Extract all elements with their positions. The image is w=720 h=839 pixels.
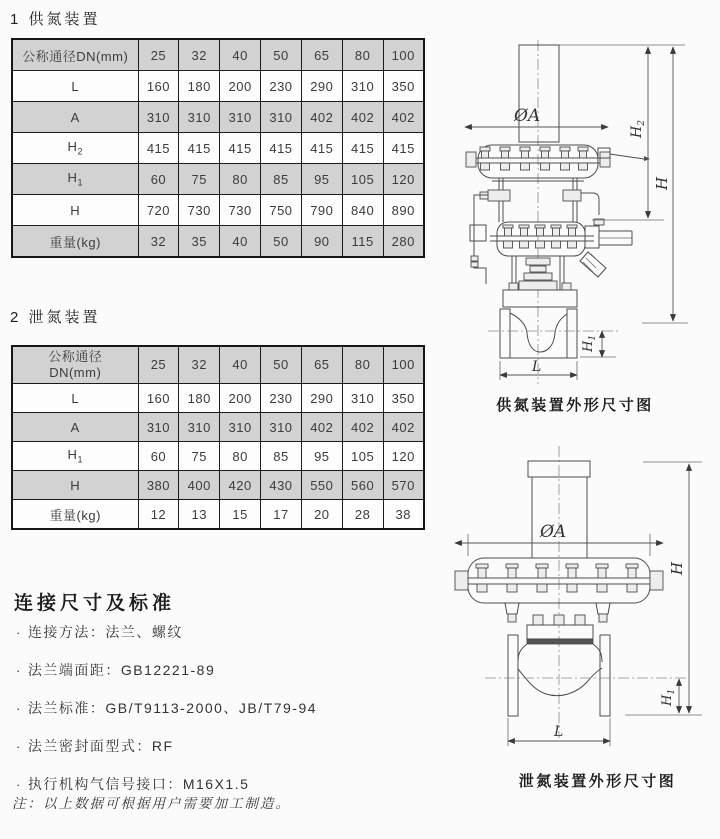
dim-value-cell: 415 (138, 133, 179, 164)
spec-item-text: 法兰标准：GB/T9113-2000、JB/T79-94 (27, 700, 318, 716)
bullet-dot: · (16, 777, 22, 792)
dim-value-cell: 415 (261, 133, 302, 164)
dim-value-cell: 402 (383, 413, 424, 442)
dim-value-cell: 750 (261, 195, 302, 226)
spec-item-text: 连接方法：法兰、螺纹 (27, 624, 183, 640)
dim-value-cell: 20 (301, 500, 342, 530)
dim-value-cell: 310 (261, 413, 302, 442)
dim-value-cell: 50 (261, 226, 302, 258)
dim-value-cell: 17 (261, 500, 302, 530)
dim-value-cell: 310 (220, 102, 261, 133)
row-label: 重量(kg) (12, 500, 138, 530)
dim-value-cell: 85 (261, 164, 302, 195)
dim-label-h: H (668, 561, 686, 575)
row-label: $H_1$ (12, 164, 138, 195)
spec-item-text: 法兰密封面型式：RF (27, 738, 174, 754)
dim-value-cell: 415 (383, 133, 424, 164)
dim-value-cell: 15 (220, 500, 261, 530)
spec-item-text: 法兰端面距：GB12221-89 (27, 662, 216, 678)
supply-device-drawing (430, 28, 700, 395)
dim-value-cell: 35 (179, 226, 220, 258)
dim-value-cell: 380 (138, 471, 179, 500)
dim-value-cell: 13 (179, 500, 220, 530)
dim-label-diameter-a: ØA (540, 522, 567, 542)
col-header-dn: 40 (220, 346, 261, 384)
table-header-row (12, 346, 424, 384)
row-label: A (12, 102, 138, 133)
col-header-dn: 32 (179, 39, 220, 71)
dim-value-cell: 400 (179, 471, 220, 500)
spec-item (16, 622, 426, 642)
dim-value-cell: 32 (138, 226, 179, 258)
table-row (12, 442, 424, 471)
col-header-dn: 50 (261, 39, 302, 71)
col-header-nominal-diameter: 公称通径DN(mm) (12, 39, 138, 71)
table-row (12, 384, 424, 413)
col-header-dn: 40 (220, 39, 261, 71)
dim-value-cell: 570 (383, 471, 424, 500)
dim-value-cell: 402 (342, 413, 383, 442)
dim-value-cell: 310 (342, 384, 383, 413)
dim-label-l: L (532, 359, 542, 375)
col-header-dn: 32 (179, 346, 220, 384)
dim-value-cell: 730 (220, 195, 261, 226)
dim-value-cell: 560 (342, 471, 383, 500)
dim-value-cell: 310 (179, 413, 220, 442)
dim-value-cell: 290 (301, 71, 342, 102)
dim-value-cell: 115 (342, 226, 383, 258)
dim-value-cell: 180 (179, 71, 220, 102)
dim-value-cell: 420 (220, 471, 261, 500)
dim-value-cell: 350 (383, 71, 424, 102)
dim-value-cell: 105 (342, 442, 383, 471)
dim-value-cell: 402 (383, 102, 424, 133)
row-label: $H_2$ (12, 133, 138, 164)
dim-value-cell: 200 (220, 384, 261, 413)
dim-value-cell: 75 (179, 164, 220, 195)
vent-device-drawing (430, 438, 720, 768)
dim-value-cell: 310 (138, 102, 179, 133)
col-header-dn: 100 (383, 39, 424, 71)
col-header-dn: 80 (342, 39, 383, 71)
table-row (12, 102, 424, 133)
dim-value-cell: 12 (138, 500, 179, 530)
table-row (12, 500, 424, 530)
table-row (12, 471, 424, 500)
dim-value-cell: 310 (342, 71, 383, 102)
dim-value-cell: 415 (342, 133, 383, 164)
dim-value-cell: 85 (261, 442, 302, 471)
dim-value-cell: 95 (301, 164, 342, 195)
footnote: 注：以上数据可根据用户需要加工制造。 (12, 796, 291, 811)
row-label: 重量(kg) (12, 226, 138, 258)
col-header-dn: 65 (301, 346, 342, 384)
table-row (12, 133, 424, 164)
dim-value-cell: 790 (301, 195, 342, 226)
table-row (12, 71, 424, 102)
bullet-dot: · (16, 739, 22, 754)
bullet-dot: · (16, 625, 22, 640)
dim-value-cell: 160 (138, 384, 179, 413)
vent-figure-caption: 泄氮装置外形尺寸图 (518, 773, 677, 790)
bullet-dot: · (16, 701, 22, 716)
dim-value-cell: 310 (179, 102, 220, 133)
dim-value-cell: 105 (342, 164, 383, 195)
dim-value-cell: 730 (179, 195, 220, 226)
dim-label-h1: $H_1$ (660, 688, 677, 706)
dim-value-cell: 90 (301, 226, 342, 258)
dim-value-cell: 75 (179, 442, 220, 471)
dim-value-cell: 310 (261, 102, 302, 133)
col-header-dn: 80 (342, 346, 383, 384)
spec-item-text: 执行机构气信号接口：M16X1.5 (27, 776, 250, 792)
dim-value-cell: 280 (383, 226, 424, 258)
supply-dimension-table (11, 38, 425, 258)
table-row (12, 413, 424, 442)
dim-value-cell: 310 (220, 413, 261, 442)
dim-label-diameter-a: ØA (514, 106, 541, 126)
dim-value-cell: 95 (301, 442, 342, 471)
col-header-dn: 50 (261, 346, 302, 384)
dim-value-cell: 28 (342, 500, 383, 530)
spec-item (16, 774, 426, 794)
dim-label-h2: $H_2$ (629, 120, 647, 138)
dim-value-cell: 40 (220, 226, 261, 258)
section1-heading: 1 供氮装置 (10, 11, 101, 28)
col-header-nominal-diameter: 公称通径 DN(mm) (12, 346, 138, 384)
dim-value-cell: 415 (301, 133, 342, 164)
bullet-dot: · (16, 663, 22, 678)
col-header-dn: 25 (138, 346, 179, 384)
row-label: L (12, 71, 138, 102)
dim-value-cell: 890 (383, 195, 424, 226)
col-header-dn: 100 (383, 346, 424, 384)
dim-value-cell: 230 (261, 384, 302, 413)
dim-value-cell: 200 (220, 71, 261, 102)
dim-value-cell: 350 (383, 384, 424, 413)
dim-value-cell: 180 (179, 384, 220, 413)
table-header-row (12, 39, 424, 71)
section2-heading: 2 泄氮装置 (10, 309, 101, 326)
table-row (12, 226, 424, 258)
dim-value-cell: 60 (138, 164, 179, 195)
dim-value-cell: 60 (138, 442, 179, 471)
dim-value-cell: 160 (138, 71, 179, 102)
dim-value-cell: 120 (383, 164, 424, 195)
table-row (12, 195, 424, 226)
vent-dimension-table (11, 345, 425, 530)
row-label: H (12, 471, 138, 500)
dim-value-cell: 38 (383, 500, 424, 530)
spec-item (16, 698, 426, 718)
dim-value-cell: 80 (220, 164, 261, 195)
row-label: A (12, 413, 138, 442)
dim-value-cell: 415 (220, 133, 261, 164)
row-label: $H_1$ (12, 442, 138, 471)
dim-value-cell: 840 (342, 195, 383, 226)
dim-value-cell: 402 (301, 102, 342, 133)
dim-value-cell: 120 (383, 442, 424, 471)
dim-value-cell: 310 (138, 413, 179, 442)
connection-spec-list (16, 622, 426, 812)
col-header-dn: 65 (301, 39, 342, 71)
dim-value-cell: 402 (342, 102, 383, 133)
dim-value-cell: 402 (301, 413, 342, 442)
col-header-dn: 25 (138, 39, 179, 71)
dim-value-cell: 415 (179, 133, 220, 164)
dim-value-cell: 290 (301, 384, 342, 413)
row-label: H (12, 195, 138, 226)
dim-label-h: H (653, 176, 671, 190)
spec-item (16, 660, 426, 680)
spec-item (16, 736, 426, 756)
dim-value-cell: 230 (261, 71, 302, 102)
dim-value-cell: 430 (261, 471, 302, 500)
supply-figure-caption: 供氮装置外形尺寸图 (496, 397, 654, 414)
dim-value-cell: 80 (220, 442, 261, 471)
connection-standards-heading: 连接尺寸及标准 (14, 593, 176, 614)
dim-label-h1: $H_1$ (581, 334, 598, 352)
dim-label-l: L (554, 724, 564, 740)
row-label: L (12, 384, 138, 413)
dim-value-cell: 720 (138, 195, 179, 226)
dim-value-cell: 550 (301, 471, 342, 500)
table-row (12, 164, 424, 195)
